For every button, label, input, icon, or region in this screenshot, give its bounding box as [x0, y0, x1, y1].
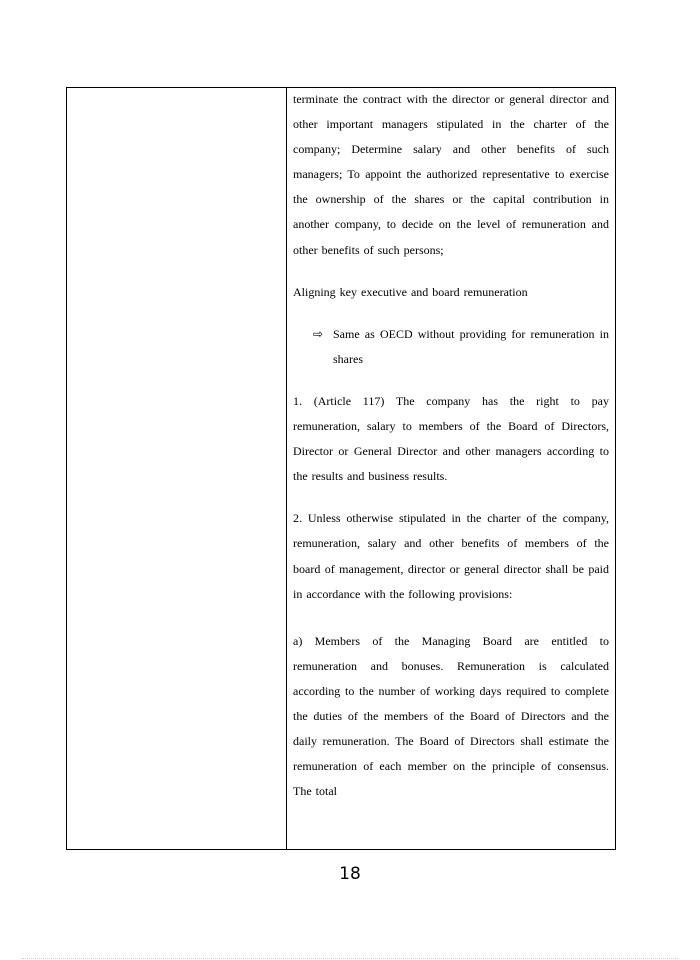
table-cell-right — [287, 88, 615, 849]
table-cell-left — [67, 88, 287, 849]
comparison-table — [66, 87, 616, 850]
bullet-text: Same as OECD without providing for remuneration in shares — [333, 326, 609, 366]
page-number: 18 — [339, 864, 361, 884]
section-heading-remuneration: Aligning key executive and board remuneration — [293, 284, 528, 299]
paragraph-managing-board: a) Members of the Managing Board are entitled to remuneration and bonuses. Remuneration is calculated according to the number of working days required to complete the duties of the members of the Board of Directors and the daily remuneration. The Board of Directors shall estimate the remuneration of each member on the principle of consensus. The total — [293, 633, 609, 799]
page-bottom-divider — [22, 958, 678, 959]
right-arrow-outline-icon: ⇨ — [313, 326, 324, 341]
paragraph-unless-otherwise: 2. Unless otherwise stipulated in the charter of the company, remuneration, salary and other benefits of members of the board of management, director or general director shall be paid in accordance with the following provisions: — [293, 511, 609, 601]
paragraph-director-contract: terminate the contract with the director or general director and other important managers stipulated in the charter of the company; Determine salary and other benefits of such managers; To appoint the authorized representative to exercise the ownership of the shares or the capital contribution in another company, to decide on the level of remuneration and other benefits of such persons; — [293, 92, 609, 257]
bullet-item — [293, 322, 609, 372]
paragraph-article-117: 1. (Article 117) The company has the right to pay remuneration, salary to members of the Board of Directors, Director or General Director and other managers according to the results and business results. — [293, 393, 609, 484]
